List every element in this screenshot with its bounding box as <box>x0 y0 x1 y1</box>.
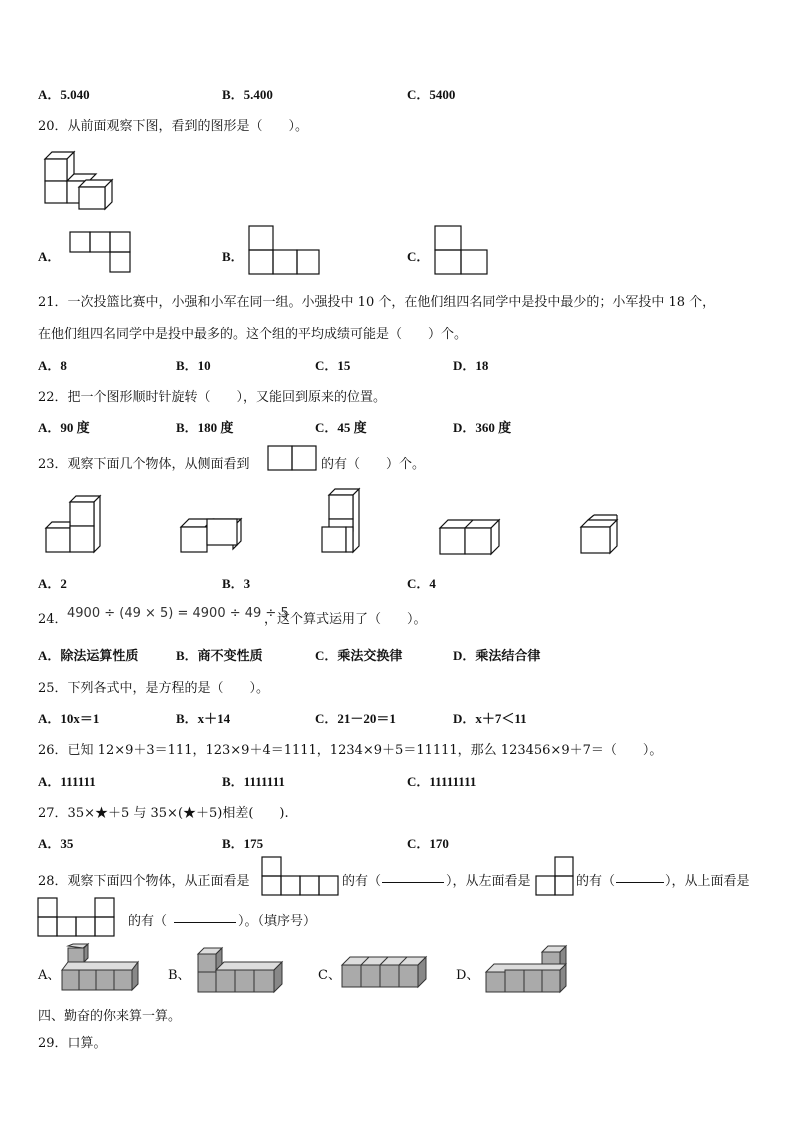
section-heading: 四、勤奋的你来算一算。 <box>38 1009 182 1024</box>
q23-object-3 <box>321 488 361 556</box>
q26-option-a: A．111111 <box>38 774 96 789</box>
q23-option-a: A．2 <box>38 576 67 591</box>
q25-option-a: A．10x＝1 <box>38 711 100 726</box>
q23-object-2 <box>181 513 245 555</box>
q22-option-c: C．45 度 <box>315 420 367 435</box>
q29-stem: 29．口算。 <box>38 1036 107 1051</box>
q20-option-a: A． <box>38 249 61 264</box>
q28-front-view-shape <box>262 857 340 897</box>
q28-part2: 的有（ <box>342 874 382 889</box>
q22-option-d: D．360 度 <box>453 420 512 435</box>
q28-part5: ），从上面看是 <box>665 874 750 889</box>
q20-option-b: B． <box>222 249 244 264</box>
q24-option-b: B．商不变性质 <box>176 648 263 663</box>
q21-stem-line2: 在他们组四名同学中是投中最多的。这个组的平均成绩可能是（ ）个。 <box>38 327 468 342</box>
q21-stem-line1: 21．一次投篮比赛中，小强和小军在同一组。小强投中 10 个，在他们组四名同学中是投中最少的；小军投中 18 个， <box>38 295 716 310</box>
q28-option-b: B、 <box>168 968 191 983</box>
q28-option-d: D、 <box>456 968 480 983</box>
q24-option-d: D．乘法结合律 <box>453 648 541 663</box>
q27-stem: 27．35×★＋5 与 35×(★＋5)相差( ). <box>38 806 289 821</box>
q25-option-d: D．x＋7＜11 <box>453 711 527 726</box>
q22-stem: 22．把一个图形顺时针旋转（ ），又能回到原来的位置。 <box>38 390 387 405</box>
q24-stem-post: ，这个算式运用了（ ）。 <box>264 612 427 627</box>
q28-object-c <box>342 955 428 991</box>
q21-option-a: A．8 <box>38 358 67 373</box>
q27-option-b: B．175 <box>222 836 264 851</box>
q24-option-a: A．除法运算性质 <box>38 648 139 663</box>
q26-stem: 26．已知 12×9＋3＝111，123×9＋4＝1111，1234×9＋5＝11111，那么 123456×9＋7＝（ ）。 <box>38 743 663 758</box>
q28-option-a: A、 <box>38 968 61 983</box>
q28-left-view-shape <box>536 857 576 897</box>
q28-part1: 28．观察下面四个物体，从正面看是 <box>38 874 250 889</box>
q23-option-c: C．4 <box>407 576 436 591</box>
q19-option-b: B．5.400 <box>222 87 273 102</box>
q25-stem: 25．下列各式中，是方程的是（ ）。 <box>38 681 270 696</box>
q27-option-c: C．170 <box>407 836 449 851</box>
q20-stem: 20．从前面观察下图，看到的图形是（ ）。 <box>38 119 309 134</box>
q21-option-b: B．10 <box>176 358 211 373</box>
q20-option-b-shape <box>249 226 321 276</box>
q26-option-b: B．1111111 <box>222 774 285 789</box>
q28-top-view-shape <box>38 898 116 938</box>
q28-option-c: C、 <box>318 968 341 983</box>
q23-object-1 <box>46 496 104 554</box>
q28-object-a <box>62 944 144 994</box>
q23-stem-post: 的有（ ）个。 <box>321 457 426 472</box>
q28-object-b <box>198 948 284 994</box>
q28-part7: ）。（填序号） <box>238 914 317 929</box>
q28-answer-blank-2[interactable] <box>616 871 664 883</box>
q28-object-d <box>486 946 572 994</box>
q25-option-b: B．x＋14 <box>176 711 231 726</box>
q24-stem-pre: 24． <box>38 612 68 627</box>
q21-option-d: D．18 <box>453 358 489 373</box>
q23-stem-pre: 23．观察下面几个物体，从侧面看到 <box>38 457 250 472</box>
q24-formula: 4900 ÷ (49 × 5) = 4900 ÷ 49 ÷ 5 <box>67 606 289 621</box>
q23-object-5 <box>580 515 622 555</box>
q19-option-c: C．5400 <box>407 87 456 102</box>
q23-option-b: B．3 <box>222 576 251 591</box>
q28-part4: 的有（ <box>576 874 616 889</box>
q25-option-c: C．21－20＝1 <box>315 711 396 726</box>
q20-option-c: C． <box>407 249 430 264</box>
q20-cube-figure <box>42 150 122 212</box>
q28-part6: 的有（ <box>128 914 168 929</box>
q23-object-4 <box>439 514 503 556</box>
q28-answer-blank-1[interactable] <box>382 871 444 883</box>
q20-option-a-shape <box>70 232 132 274</box>
q19-option-a: A．5.040 <box>38 87 90 102</box>
q22-option-a: A．90 度 <box>38 420 90 435</box>
q22-option-b: B．180 度 <box>176 420 234 435</box>
q20-option-c-shape <box>435 226 489 276</box>
q28-answer-blank-3[interactable] <box>174 911 236 923</box>
q27-option-a: A．35 <box>38 836 74 851</box>
q23-side-view-shape <box>268 446 318 472</box>
q28-part3: ），从左面看是 <box>446 874 531 889</box>
q26-option-c: C．11111111 <box>407 774 477 789</box>
q21-option-c: C．15 <box>315 358 351 373</box>
q24-option-c: C．乘法交换律 <box>315 648 403 663</box>
